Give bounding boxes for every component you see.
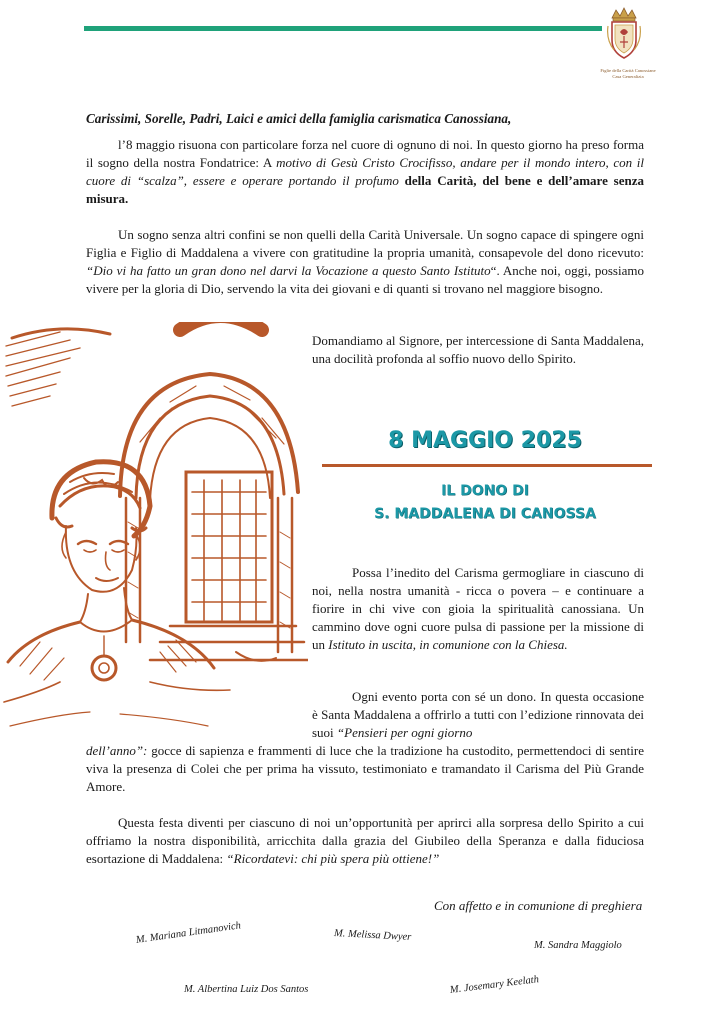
logo-caption xyxy=(580,68,676,80)
paragraph-1-text: l’8 maggio risuona con particolare forza nel cuore di ognuno di noi. In questo giorno ha preso forma il sogno della nostra Fondatrice: A xyxy=(86,137,644,170)
paragraph-5-quote-end: dell’anno”: xyxy=(86,743,148,758)
paragraph-3: Domandiamo al Signore, per intercessione di Santa Maddalena, una docilità profonda al soffio nuovo dello Spirito. xyxy=(312,333,644,366)
header-rule xyxy=(84,26,602,31)
paragraph-5-quote: “Pensieri per ogni giorno xyxy=(336,725,473,740)
paragraph-5-start xyxy=(312,688,644,742)
crest-icon xyxy=(604,6,644,62)
saint-portrait-sketch-icon xyxy=(0,322,308,742)
logo-caption-line2: Casa Generalizia xyxy=(612,74,644,79)
paragraph-6-quote: “Ricordatevi: chi più spera più ottiene!” xyxy=(226,851,440,866)
paragraph-4-emphasis: Istituto in uscita, in comunione con la Chiesa. xyxy=(328,637,568,652)
subtitle-line-1: IL DONO DI xyxy=(441,483,529,499)
paragraph-5-text: Ogni evento porta con sé un dono. In questa occasione è Santa Maddalena a offrirlo a tutti con l’edizione rinnovata dei suoi xyxy=(312,689,644,740)
closing-line: Con affetto e in comunione di preghiera xyxy=(434,898,643,913)
page-title: 8 MAGGIO 2025 xyxy=(388,428,582,453)
paragraph-4 xyxy=(312,564,644,654)
paragraph-4-text: Possa l’inedito del Carisma germogliare in ciascuno di noi, nella nostra umanità - ricca o povera – e continuare a fiorire in chi vive con gioia la spiritualità canossiana. Un cammino dove ogni cuore pulsa di passione per la missione di un xyxy=(312,565,644,652)
subtitle-line-2: S. MADDALENA DI CANOSSA xyxy=(374,506,596,522)
paragraph-6 xyxy=(86,814,644,868)
paragraph-2 xyxy=(86,226,644,298)
paragraph-2-quote: “Dio vi ha fatto un gran dono nel darvi la Vocazione a questo Santo Istituto xyxy=(86,263,491,278)
paragraph-6-text: Questa festa diventi per ciascuno di noi un’opportunità per aprirci alla sorpresa dello Spirito a cui offriamo la nostra disponibilità, arricchita dalla grazia del Giubileo della Speranza e dalla fiduciosa esortazione di Maddalena: xyxy=(86,815,644,866)
paragraph-1 xyxy=(86,136,644,208)
paragraph-1-emphasis: della Carità, del bene e dell’amare senza misura. xyxy=(86,173,644,206)
signature-3: M. Sandra Maggiolo xyxy=(534,940,622,951)
letter-greeting: Carissimi, Sorelle, Padri, Laici e amici della famiglia carismatica Canossiana, xyxy=(86,111,512,126)
signature-5: M. Josemary Keelath xyxy=(449,974,540,996)
signature-4: M. Albertina Luiz Dos Santos xyxy=(184,984,309,995)
paragraph-5-text-end: gocce di sapienza e frammenti di luce che la tradizione ha custodito, permettendoci di sentire viva la presenza di Colei che per prima ha vissuto, testimoniato e tramandato il Carisma del Più Grande Amore. xyxy=(86,743,644,794)
title-divider xyxy=(322,464,652,467)
signature-2: M. Melissa Dwyer xyxy=(333,927,412,944)
logo-caption-line1: Figlie della Carità Canossiane xyxy=(600,68,656,73)
signature-1: M. Mariana Litmanovich xyxy=(135,920,242,946)
paragraph-2-text-end: “. Anche noi, oggi, possiamo vivere per la gloria di Dio, servendo la vita dei giovani e di quanti si trovano nel maggiore bisogno. xyxy=(86,263,644,296)
paragraph-5-end xyxy=(86,742,644,796)
paragraph-1-quote: motivo di Gesù Cristo Crocifisso, andare per il mondo intero, con il cuore di “scalza”, essere e operare portando il profumo xyxy=(86,155,644,188)
paragraph-2-text: Un sogno senza altri confini se non quelli della Carità Universale. Un sogno capace di spingere ogni Figlia e Figlio di Maddalena a vivere con gratitudine la propria umanità, consapevole del dono ricevuto: xyxy=(86,227,644,260)
